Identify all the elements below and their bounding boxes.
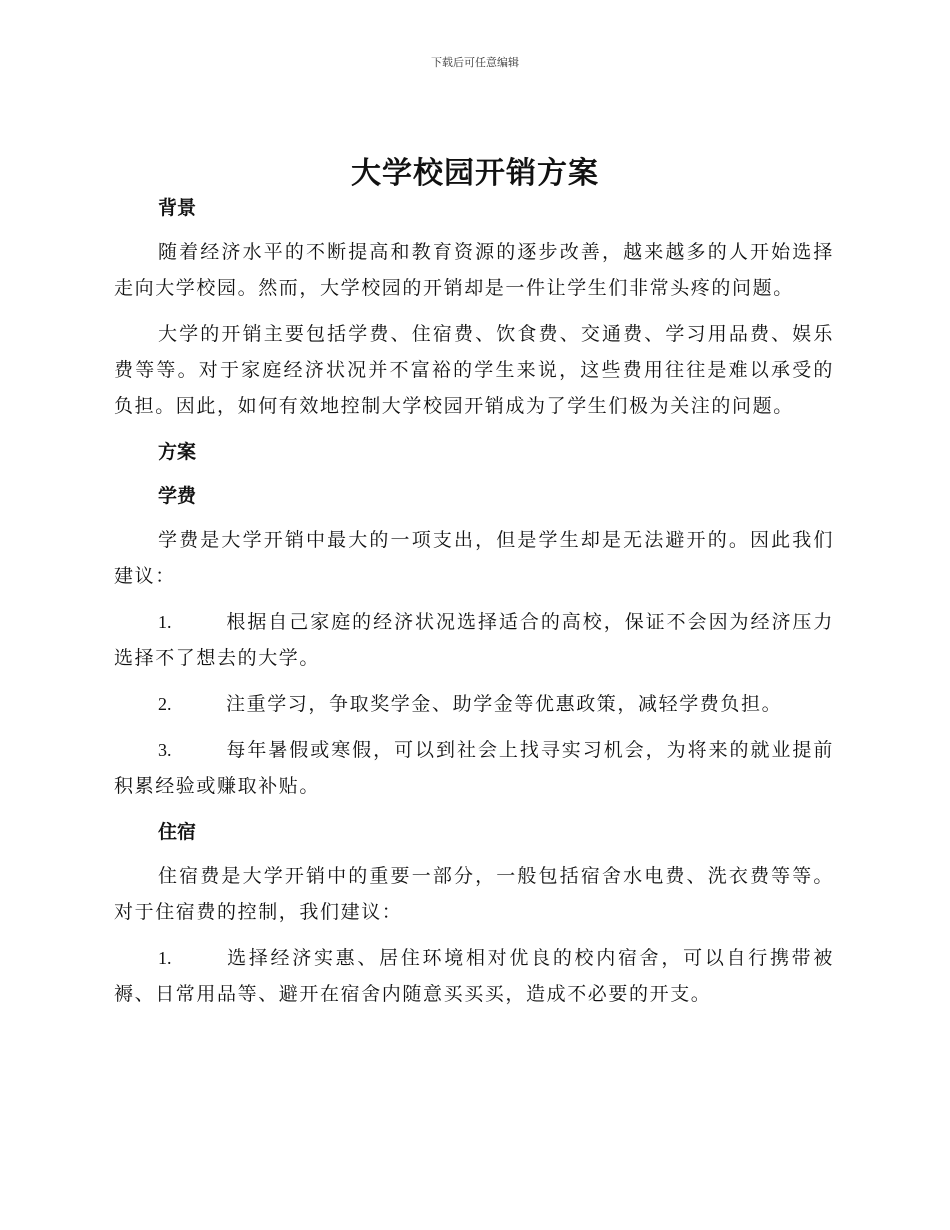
list-number: 2.	[158, 694, 172, 714]
section-heading-plan: 方案	[158, 441, 197, 463]
paragraph: 住宿费是大学开销中的重要一部分，一般包括宿舍水电费、洗衣费等等。对于住宿费的控制，我们建议：	[114, 865, 834, 923]
header-note: 下载后可任意编辑	[431, 56, 519, 69]
section-heading-tuition: 学费	[158, 485, 197, 507]
list-item	[114, 940, 834, 1012]
paragraph: 学费是大学开销中最大的一项支出，但是学生却是无法避开的。因此我们建议：	[114, 529, 834, 587]
paragraph: 随着经济水平的不断提高和教育资源的逐步改善，越来越多的人开始选择走向大学校园。然而，大学校园的开销却是一件让学生们非常头疼的问题。	[114, 241, 834, 299]
list-item	[114, 604, 834, 676]
document-title: 大学校园开销方案	[351, 156, 599, 191]
section-heading-housing: 住宿	[158, 821, 197, 843]
list-number: 3.	[158, 740, 172, 760]
list-text: 根据自己家庭的经济状况选择适合的高校，保证不会因为经济压力选择不了想去的大学。	[114, 611, 834, 669]
paragraph: 大学的开销主要包括学费、住宿费、饮食费、交通费、学习用品费、娱乐费等等。对于家庭经济状况并不富裕的学生来说，这些费用往往是难以承受的负担。因此，如何有效地控制大学校园开销成为了学生们极为关注的问题。	[114, 323, 834, 417]
section-heading-background: 背景	[158, 197, 197, 219]
list-text: 注重学习，争取奖学金、助学金等优惠政策，减轻学费负担。	[226, 693, 783, 715]
document-body	[114, 190, 834, 1012]
list-item	[114, 686, 834, 722]
list-text: 选择经济实惠、居住环境相对优良的校内宿舍，可以自行携带被褥、日常用品等、避开在宿舍内随意买买买，造成不必要的开支。	[114, 947, 834, 1005]
list-number: 1.	[158, 612, 172, 632]
list-text: 每年暑假或寒假，可以到社会上找寻实习机会，为将来的就业提前积累经验或赚取补贴。	[114, 739, 834, 797]
list-number: 1.	[158, 948, 172, 968]
list-item	[114, 732, 834, 804]
